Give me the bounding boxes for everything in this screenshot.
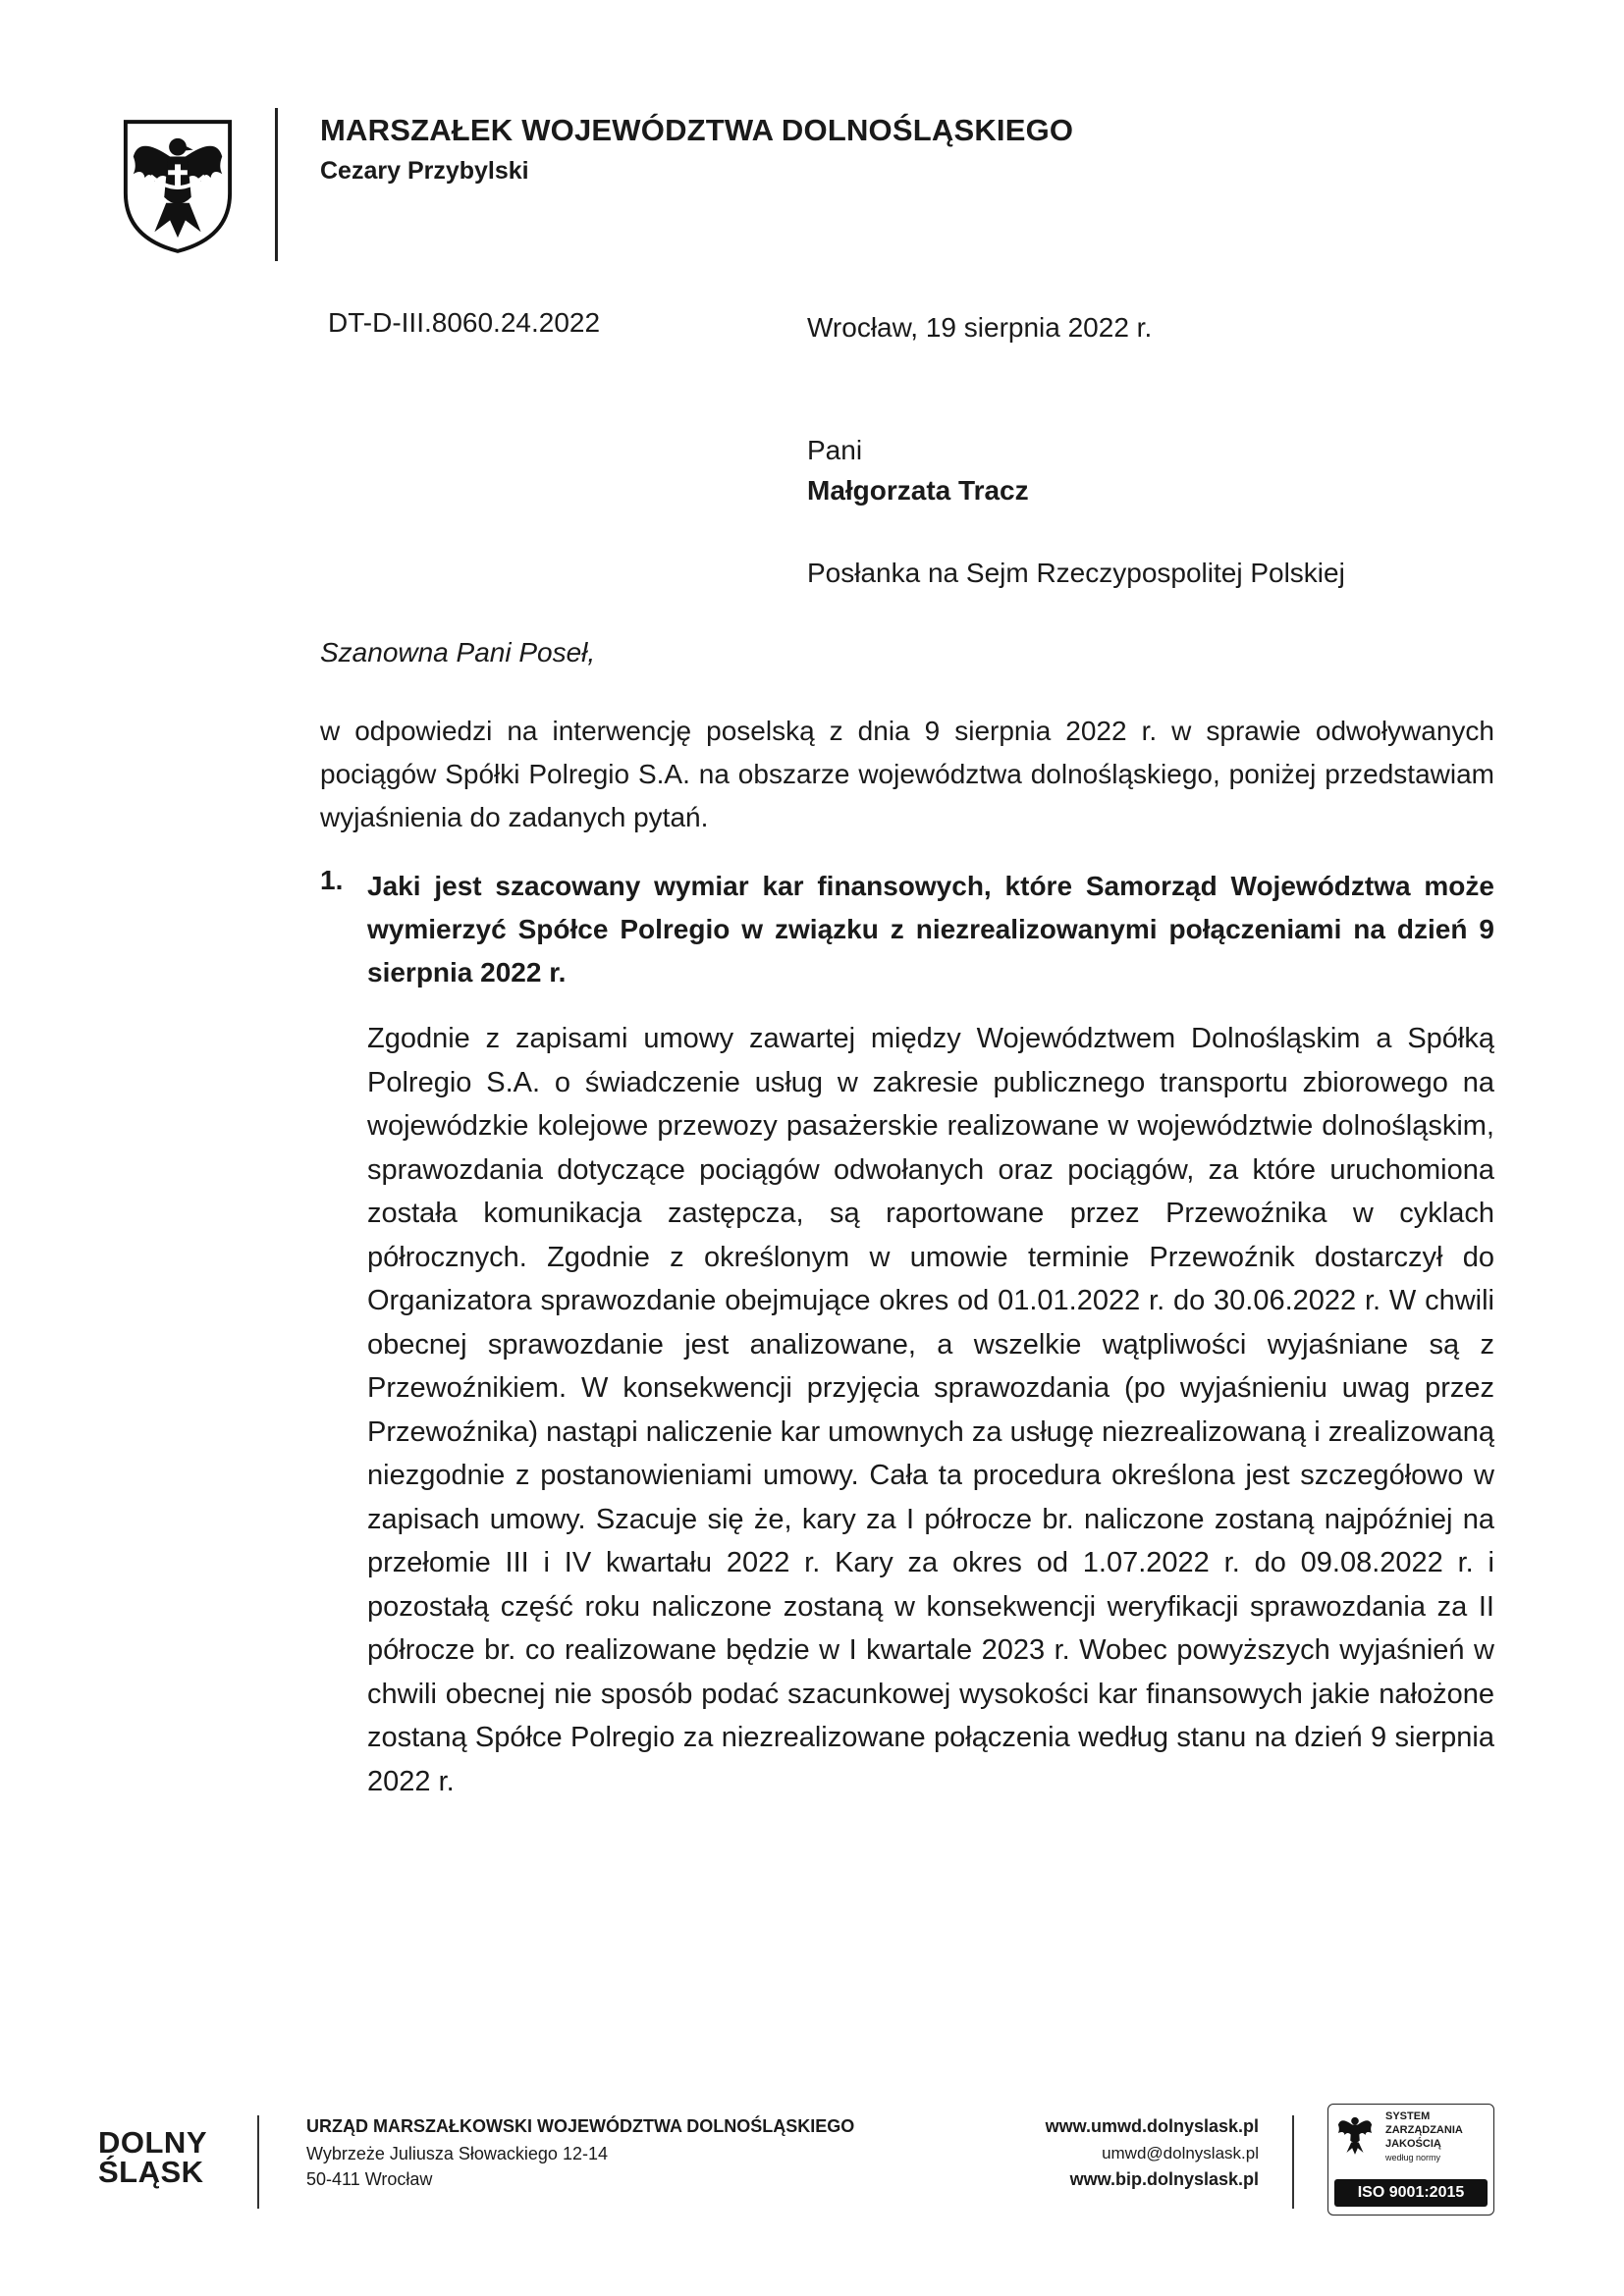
question-text: Jaki jest szacowany wymiar kar finansowych, które Samorząd Województwa może wymierzyć Spółce Polregio w związku z niezrealizowanymi połączeniami na dzień 9 sierpnia 2022 r. [367,871,1494,988]
salutation: Szanowna Pani Poseł, [320,637,596,667]
dolny-slask-logo [98,2125,207,2189]
office-title: MARSZAŁEK WOJEWÓDZTWA DOLNOŚLĄSKIEGO [320,113,1074,147]
eagle-icon [1336,2112,1374,2156]
iso-line-3: JAKOŚCIĄ [1385,2138,1441,2150]
logo-line-1: DOLNY [98,2125,207,2160]
iso-line-1: SYSTEM [1385,2110,1431,2122]
footer-city: 50-411 Wrocław [306,2169,433,2189]
addressee-name: Małgorzata Tracz [807,475,1029,506]
question-number: 1. [320,865,344,895]
footer-website-link[interactable]: www.umwd.dolnyslask.pl [1045,2116,1259,2136]
office-holder-name: Cezary Przybylski [320,157,529,185]
coat-of-arms-icon [120,118,236,255]
footer-email-link[interactable]: umwd@dolnyslask.pl [1102,2144,1259,2163]
iso-standard-label: ISO 9001:2015 [1334,2179,1488,2207]
logo-line-2: ŚLĄSK [98,2155,204,2189]
footer-divider [257,2115,259,2209]
iso-line-4: według normy [1385,2153,1441,2163]
letter-date: Wrocław, 19 sierpnia 2022 r. [807,312,1153,343]
iso-line-2: ZARZĄDZANIA [1385,2124,1463,2136]
intro-paragraph: w odpowiedzi na interwencję poselską z dnia 9 sierpnia 2022 r. w sprawie odwoływanych pociągów Spółki Polregio S.A. na obszarze województwa dolnośląskiego, poniżej przedstawiam wyjaśnienia do zadanych pytań. [320,716,1494,832]
addressee-title: Pani [807,435,863,465]
answer-paragraph: Zgodnie z zapisami umowy zawartej między Województwem Dolnośląskim a Spółką Polregio S.A. o świadczenie usług w zakresie publicznego transportu zbiorowego na wojewódzkie kolejowe przewozy pasażerskie realizowane w województwie dolnośląskim, sprawozdania dotyczące pociągów odwołanych oraz pociągów, za które uruchomiona została komunikacja zastępcza, są raportowane przez Przewoźnika w cyklach półrocznych. Zgodnie z określonym w umowie terminie Przewoźnik dostarczył do Organizatora sprawozdanie obejmujące okres od 01.01.2022 r. do 30.06.2022 r. W chwili obecnej sprawozdanie jest analizowane, a wszelkie wątpliwości wyjaśniane są z Przewoźnikiem. W konsekwencji przyjęcia sprawozdania (po wyjaśnieniu uwag przez Przewoźnika) nastąpi naliczenie kar umownych za usługę niezrealizowaną i zrealizowaną niezgodnie z postanowieniami umowy. Cała ta procedura określona jest szczegółowo w zapisach umowy. Szacuje się że, kary za I półrocze br. naliczone zostaną najpóźniej na przełomie III i IV kwartału 2022 r. Kary za okres od 1.07.2022 r. do 09.08.2022 r. i pozostałą część roku naliczone zostaną w konsekwencji weryfikacji sprawozdania za II półrocze br. co realizowane będzie w I kwartale 2023 r. Wobec powyższych wyjaśnień w chwili obecnej nie sposób podać szacunkowej wysokości kar finansowych jakie nałożone zostaną Spółce Polregio za niezrealizowane połączenia według stanu na dzień 9 sierpnia 2022 r. [367,1023,1494,1797]
footer-street: Wybrzeże Juliusza Słowackiego 12-14 [306,2144,608,2163]
iso-certification-badge [1327,2104,1494,2216]
header-divider [275,108,278,261]
footer-divider [1292,2115,1294,2209]
footer-org-name: URZĄD MARSZAŁKOWSKI WOJEWÓDZTWA DOLNOŚLĄSKIEGO [306,2116,855,2136]
addressee-role: Posłanka na Sejm Rzeczypospolitej Polskiej [807,558,1345,588]
footer-bip-link[interactable]: www.bip.dolnyslask.pl [1069,2169,1259,2189]
reference-number: DT-D-III.8060.24.2022 [328,307,601,338]
